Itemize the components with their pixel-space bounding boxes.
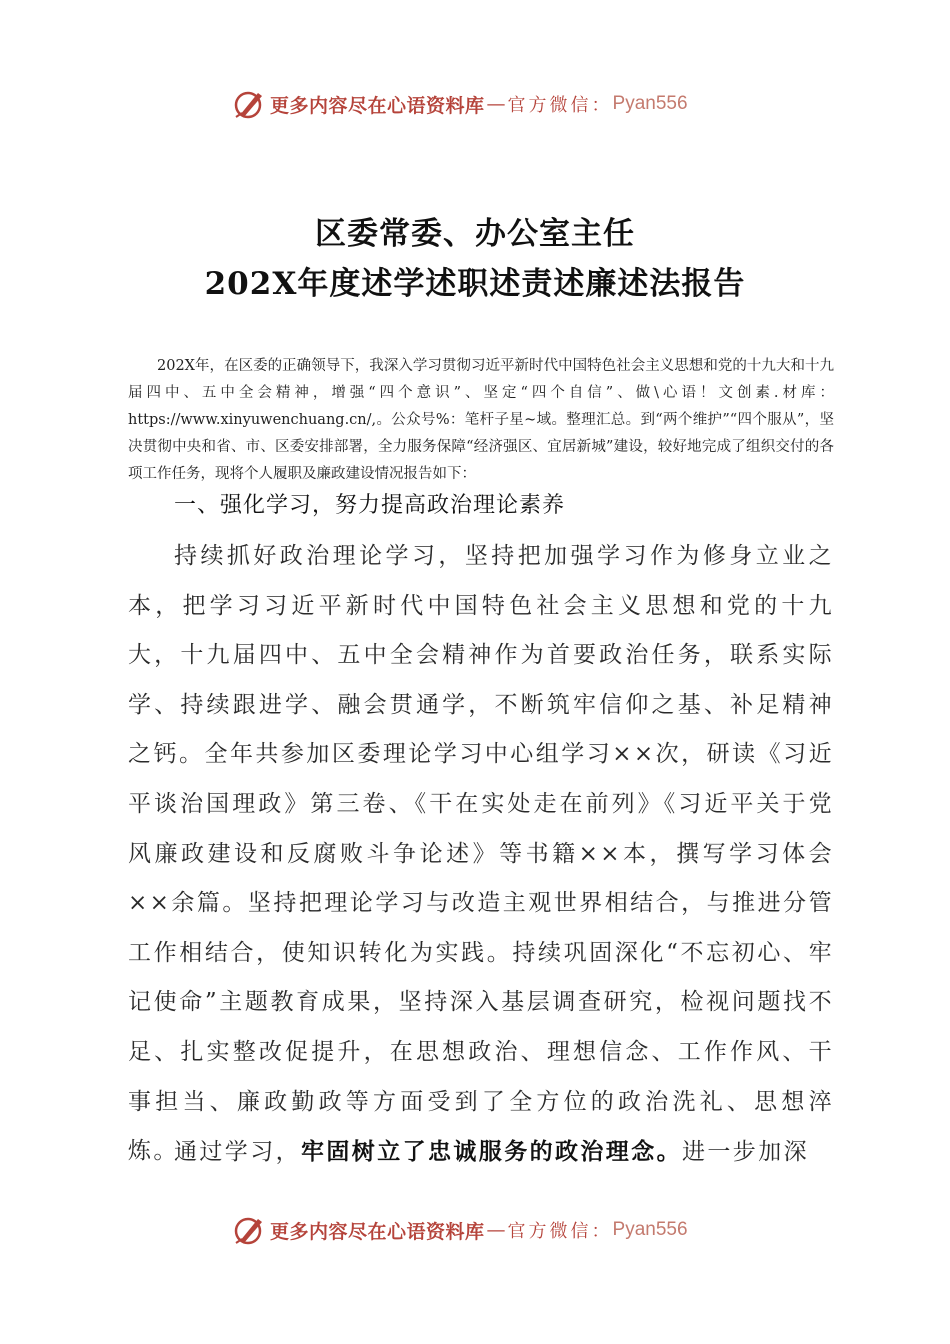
para2-start-text: 通过学习， — [174, 1139, 301, 1165]
document-title-line2: 202X年度述学述职述责述廉述法报告 — [204, 266, 746, 302]
intro-paragraph: 202X年，在区委的正确领导下，我深入学习贯彻习近平新时代中国特色社会主义思想和党的十九大和十九届四中、五中全会精神，增强“四个意识”、坚定“四个自信”、做\心语！文创素.材库：https://www.xinyuwenchuang.cn/,。公众号%：笔杆子星~域。整理汇总。到“两个维护”“四个服从”，坚决贯彻中央和省、市、区委安排部署，全力服务保障“经济强区、宜居新城”建设，较好地完成了组织交付的各项工作任务，现将个人履职及廉政建设情况报告如下： — [128, 358, 834, 482]
quill-logo-icon — [232, 87, 266, 121]
body-paragraph-1: 持续抓好政治理论学习，坚持把加强学习作为修身立业之本，把学习习近平新时代中国特色社会主义思想和党的十九大，十九届四中、五中全会精神作为首要政治任务，联系实际学、持续跟进学、融会贯通学，不断筑牢信仰之基、补足精神之钙。全年共参加区委理论学习中心组学习××次，研读《习近平谈治国理政》第三卷、《干在实处走在前列》《习近平关于党风廉政建设和反腐败斗争论述》等书籍××本，撰写学习体会××余篇。坚持把理论学习与改造主观世界相结合，与推进分管工作相结合，使知识转化为实践。持续巩固深化“不忘初心、牢记使命”主题教育成果，坚持深入基层调查研究，检视问题找不足、扎实整改促提升，在思想政治、理想信念、工作作风、干事担当、廉政勤政等方面受到了全方位的政治洗礼、思想淬炼。 — [128, 543, 834, 1165]
para2-bold-text: 牢固树立了忠诚服务的政治理念。 — [301, 1138, 682, 1165]
banner-main-text: 更多内容尽在心语资料库 — [270, 94, 485, 117]
footer-watermark-banner — [232, 1210, 688, 1250]
para2-end-text: 进一步加深 — [682, 1139, 809, 1165]
header-watermark-banner — [232, 84, 688, 124]
body-paragraph-2 — [128, 1127, 834, 1178]
banner-separator: — — [486, 93, 506, 115]
section-heading-1: 一、强化学习，努力提高政治理论素养 — [174, 493, 566, 518]
banner-separator: — — [486, 1219, 506, 1241]
banner-sub-text: 官方微信： — [507, 95, 613, 116]
banner-wechat-id: Pyan556 — [612, 93, 688, 114]
banner-sub-text: 官方微信： — [507, 1221, 613, 1242]
quill-logo-icon — [232, 1213, 266, 1247]
banner-main-text: 更多内容尽在心语资料库 — [270, 1220, 485, 1243]
document-title-line1: 区委常委、办公室主任 — [315, 216, 635, 252]
banner-wechat-id: Pyan556 — [612, 1219, 688, 1240]
